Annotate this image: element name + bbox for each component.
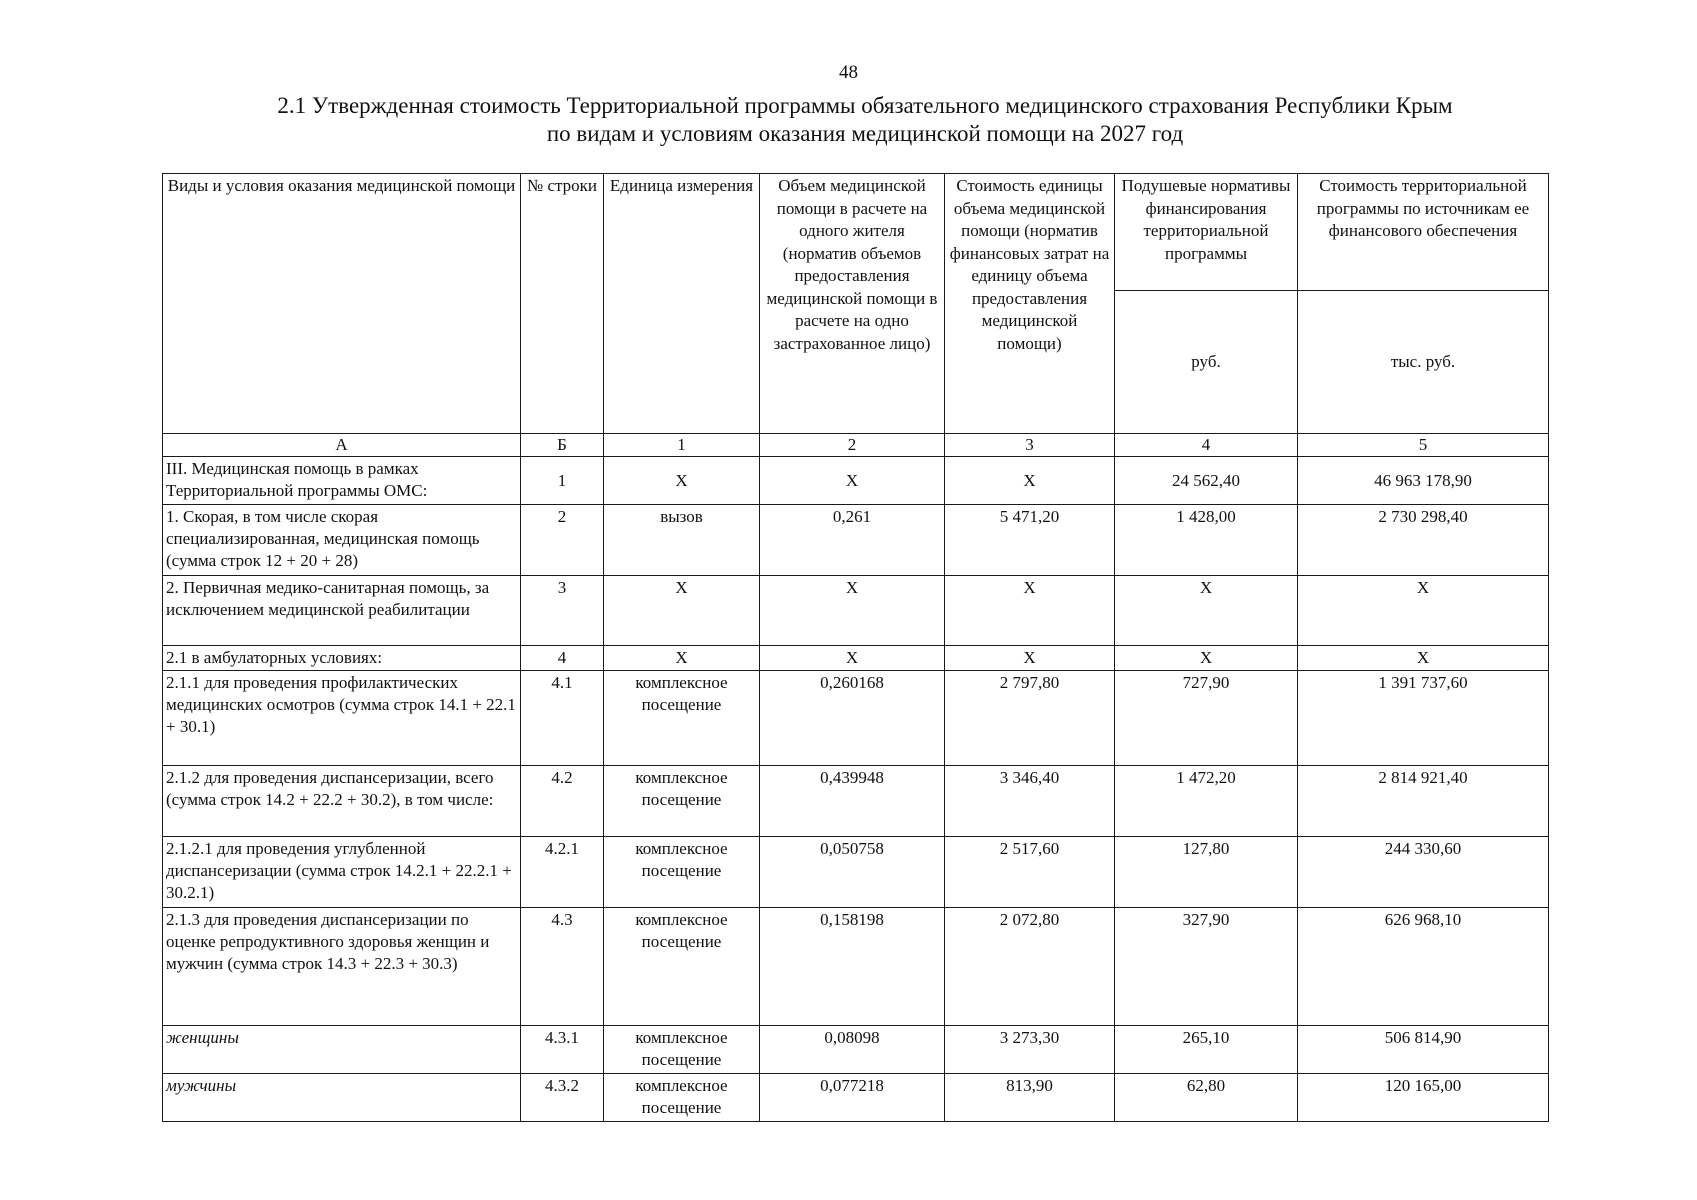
row-cost: Х xyxy=(945,457,1115,505)
header-unit-5: тыс. руб. xyxy=(1298,291,1549,434)
row-name: 2. Первичная медико-санитарная помощь, за исключением медицинской реабилитации xyxy=(163,576,521,646)
row-per-capita: 265,10 xyxy=(1115,1026,1298,1074)
header-col-5: Стоимость территориальной программы по источникам ее финансового обеспечения xyxy=(1298,174,1549,291)
row-name: женщины xyxy=(163,1026,521,1074)
row-unit: вызов xyxy=(604,505,760,576)
row-unit: комплексное посещение xyxy=(604,1026,760,1074)
table-row xyxy=(163,908,1549,1026)
row-number: 4.3 xyxy=(521,908,604,1026)
row-number: 4.3.2 xyxy=(521,1074,604,1122)
row-cost: 3 346,40 xyxy=(945,766,1115,837)
row-cost: 3 273,30 xyxy=(945,1026,1115,1074)
row-per-capita: 1 472,20 xyxy=(1115,766,1298,837)
row-total: Х xyxy=(1298,576,1549,646)
header-row xyxy=(163,174,1549,291)
header-col-3: Стоимость единицы объема медицинской помощи (норматив финансовых затрат на единицу объема предоставления медицинской помощи) xyxy=(945,174,1115,434)
row-volume: 0,260168 xyxy=(760,671,945,766)
row-per-capita: Х xyxy=(1115,646,1298,671)
row-number: 4.2.1 xyxy=(521,837,604,908)
letter-1: 1 xyxy=(604,434,760,457)
row-unit: комплексное посещение xyxy=(604,766,760,837)
title-line-1: 2.1 Утвержденная стоимость Территориальной программы обязательного медицинского страхования Республики Крым xyxy=(277,93,1453,118)
row-volume: Х xyxy=(760,646,945,671)
row-cost: Х xyxy=(945,646,1115,671)
row-name: 2.1.3 для проведения диспансеризации по оценке репродуктивного здоровья женщин и мужчин (сумма строк 14.3 + 22.3 + 30.3) xyxy=(163,908,521,1026)
row-volume: Х xyxy=(760,576,945,646)
row-name: III. Медицинская помощь в рамках Территориальной программы ОМС: xyxy=(163,457,521,505)
row-total: 626 968,10 xyxy=(1298,908,1549,1026)
header-col-1: Единица измерения xyxy=(604,174,760,434)
row-name: 1. Скорая, в том числе скорая специализированная, медицинская помощь (сумма строк 12 + 20 + 28) xyxy=(163,505,521,576)
row-volume: 0,158198 xyxy=(760,908,945,1026)
table-row xyxy=(163,505,1549,576)
row-per-capita: 62,80 xyxy=(1115,1074,1298,1122)
row-total: 2 814 921,40 xyxy=(1298,766,1549,837)
row-name: 2.1.2.1 для проведения углубленной диспансеризации (сумма строк 14.2.1 + 22.2.1 + 30.2.1) xyxy=(163,837,521,908)
table-row xyxy=(163,837,1549,908)
table-row xyxy=(163,646,1549,671)
table-row xyxy=(163,576,1549,646)
row-per-capita: 24 562,40 xyxy=(1115,457,1298,505)
cost-table xyxy=(162,173,1549,1122)
row-total: 244 330,60 xyxy=(1298,837,1549,908)
row-unit: комплексное посещение xyxy=(604,1074,760,1122)
row-cost: 2 517,60 xyxy=(945,837,1115,908)
row-per-capita: 727,90 xyxy=(1115,671,1298,766)
table-row xyxy=(163,1026,1549,1074)
row-per-capita: 1 428,00 xyxy=(1115,505,1298,576)
row-volume: 0,077218 xyxy=(760,1074,945,1122)
row-cost: 813,90 xyxy=(945,1074,1115,1122)
table-row xyxy=(163,1074,1549,1122)
row-number: 4.1 xyxy=(521,671,604,766)
row-volume: 0,050758 xyxy=(760,837,945,908)
row-per-capita: 127,80 xyxy=(1115,837,1298,908)
row-total: 120 165,00 xyxy=(1298,1074,1549,1122)
row-unit: комплексное посещение xyxy=(604,671,760,766)
row-name: 2.1 в амбулаторных условиях: xyxy=(163,646,521,671)
row-volume: 0,439948 xyxy=(760,766,945,837)
row-unit: комплексное посещение xyxy=(604,908,760,1026)
title-line-2: по видам и условиям оказания медицинской помощи на 2027 год xyxy=(546,121,1184,146)
row-volume: 0,261 xyxy=(760,505,945,576)
table-row xyxy=(163,457,1549,505)
row-unit: Х xyxy=(604,576,760,646)
header-unit-4: руб. xyxy=(1115,291,1298,434)
page-number: 48 xyxy=(839,62,858,83)
header-col-4: Подушевые нормативы финансирования территориальной программы xyxy=(1115,174,1298,291)
row-total: 46 963 178,90 xyxy=(1298,457,1549,505)
row-number: 3 xyxy=(521,576,604,646)
row-per-capita: 327,90 xyxy=(1115,908,1298,1026)
row-total: Х xyxy=(1298,646,1549,671)
letter-b: Б xyxy=(521,434,604,457)
document-title xyxy=(160,92,1570,148)
row-total: 1 391 737,60 xyxy=(1298,671,1549,766)
row-unit: комплексное посещение xyxy=(604,837,760,908)
row-unit: Х xyxy=(604,457,760,505)
row-number: 1 xyxy=(521,457,604,505)
row-cost: 2 072,80 xyxy=(945,908,1115,1026)
header-col-b: № строки xyxy=(521,174,604,434)
row-name: мужчины xyxy=(163,1074,521,1122)
row-cost: Х xyxy=(945,576,1115,646)
row-unit: Х xyxy=(604,646,760,671)
row-number: 4.3.1 xyxy=(521,1026,604,1074)
row-number: 2 xyxy=(521,505,604,576)
row-per-capita: Х xyxy=(1115,576,1298,646)
row-name: 2.1.2 для проведения диспансеризации, всего (сумма строк 14.2 + 22.2 + 30.2), в том числе: xyxy=(163,766,521,837)
row-total: 506 814,90 xyxy=(1298,1026,1549,1074)
header-col-a: Виды и условия оказания медицинской помощи xyxy=(163,174,521,434)
column-letters-row xyxy=(163,434,1549,457)
table-row xyxy=(163,766,1549,837)
row-total: 2 730 298,40 xyxy=(1298,505,1549,576)
letter-a: А xyxy=(163,434,521,457)
table-row xyxy=(163,671,1549,766)
row-number: 4.2 xyxy=(521,766,604,837)
letter-3: 3 xyxy=(945,434,1115,457)
letter-5: 5 xyxy=(1298,434,1549,457)
letter-4: 4 xyxy=(1115,434,1298,457)
row-number: 4 xyxy=(521,646,604,671)
row-volume: Х xyxy=(760,457,945,505)
row-volume: 0,08098 xyxy=(760,1026,945,1074)
row-cost: 2 797,80 xyxy=(945,671,1115,766)
row-cost: 5 471,20 xyxy=(945,505,1115,576)
row-name: 2.1.1 для проведения профилактических медицинских осмотров (сумма строк 14.1 + 22.1 + 30.1) xyxy=(163,671,521,766)
letter-2: 2 xyxy=(760,434,945,457)
header-col-2: Объем медицинской помощи в расчете на одного жителя (норматив объемов предоставления медицинской помощи в расчете на одно застрахованное лицо) xyxy=(760,174,945,434)
